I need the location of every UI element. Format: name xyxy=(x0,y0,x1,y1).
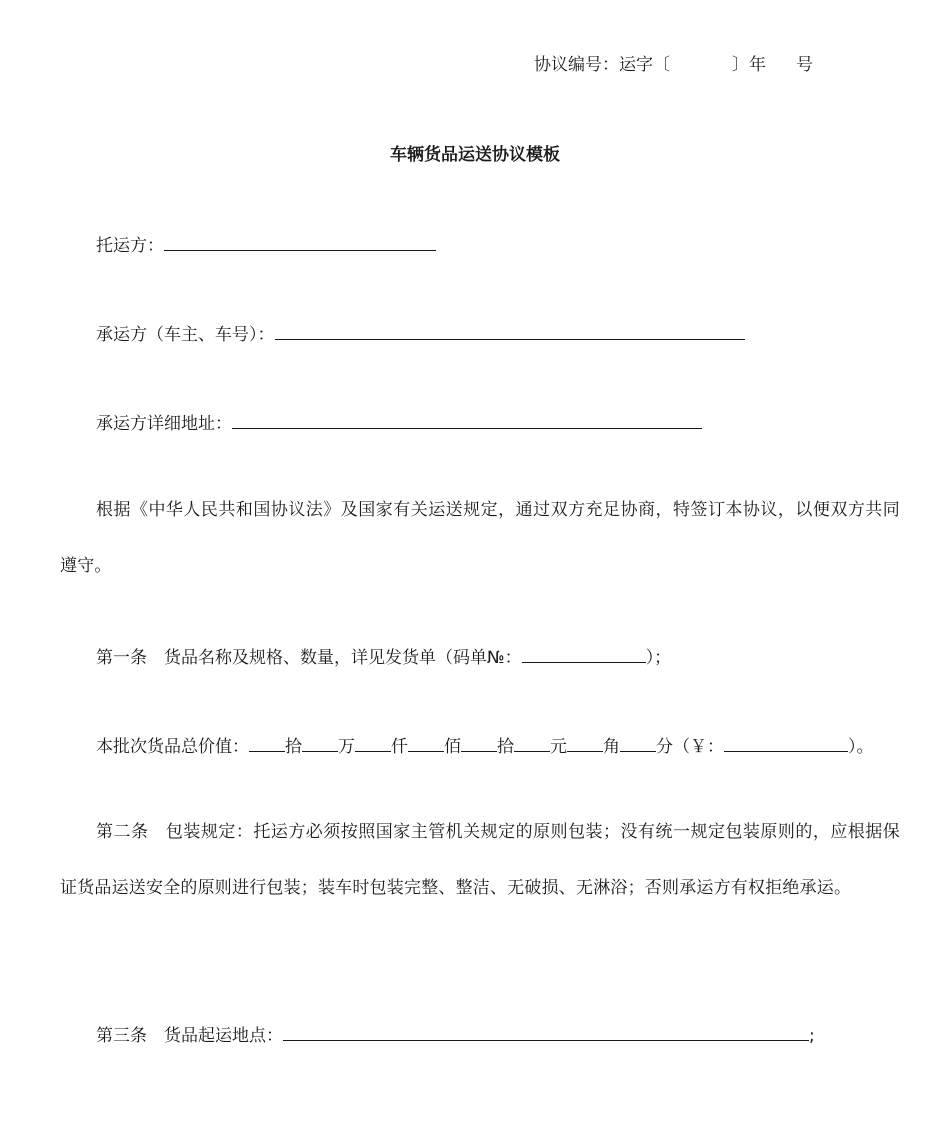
carrier-label: 承运方（车主、车号）： xyxy=(96,325,275,345)
yen-open: （￥： xyxy=(673,737,724,757)
article-3-blank xyxy=(283,1023,809,1041)
amount-blank xyxy=(461,734,497,752)
contract-number-suffix: 号 xyxy=(796,55,813,75)
contract-number-line xyxy=(534,54,813,76)
article-1-suffix: ）； xyxy=(645,648,672,668)
unit-label: 拾 xyxy=(497,737,514,757)
amount-blank xyxy=(514,734,550,752)
shipper-label: 托运方： xyxy=(96,236,164,256)
shipper-blank xyxy=(164,233,436,251)
carrier-address-blank xyxy=(232,411,702,429)
total-value-label: 本批次货品总价值： xyxy=(96,737,249,757)
article-1-text: 第一条 货品名称及规格、数量，详见发货单（码单№： xyxy=(96,648,522,668)
amount-blank xyxy=(355,734,391,752)
unit-label: 元 xyxy=(550,737,567,757)
carrier-field xyxy=(96,322,745,346)
amount-blank xyxy=(249,734,285,752)
amount-blank xyxy=(567,734,603,752)
unit-label: 角 xyxy=(603,737,620,757)
amount-blank xyxy=(302,734,338,752)
article-1 xyxy=(96,645,671,669)
article-3-text: 第三条 货品起运地点： xyxy=(96,1026,283,1046)
carrier-address-field xyxy=(96,411,702,435)
yen-amount-blank xyxy=(724,734,848,752)
unit-label: 仟 xyxy=(391,737,408,757)
carrier-blank xyxy=(275,322,745,340)
document-title: 车辆货品运送协议模板 xyxy=(390,145,560,165)
unit-label: 拾 xyxy=(285,737,302,757)
article-3-suffix: ; xyxy=(809,1026,815,1046)
unit-label: 分 xyxy=(656,737,673,757)
article-2-paragraph: 第二条 包装规定：托运方必须按照国家主管机关规定的原则包装；没有统一规定包装原则的，应根据保证货品运送安全的原则进行包装；装车时包装完整、整洁、无破损、无淋浴；否则承运方有权拒绝承运。 xyxy=(60,822,900,898)
article-3 xyxy=(96,1023,815,1047)
preamble-paragraph: 根据《中华人民共和国协议法》及国家有关运送规定，通过双方充足协商，特签订本协议，以便双方共同遵守。 xyxy=(60,500,900,576)
total-value-line xyxy=(96,734,874,758)
amount-blank xyxy=(620,734,656,752)
amount-blank xyxy=(408,734,444,752)
contract-number-year-label: 〕年 xyxy=(732,55,766,75)
unit-label: 佰 xyxy=(444,737,461,757)
shipper-field xyxy=(96,233,436,257)
carrier-address-label: 承运方详细地址： xyxy=(96,414,232,434)
contract-number-label: 协议编号：运字〔 xyxy=(534,55,670,75)
yen-close: ）。 xyxy=(848,737,874,757)
unit-label: 万 xyxy=(338,737,355,757)
article-1-blank xyxy=(522,645,646,663)
